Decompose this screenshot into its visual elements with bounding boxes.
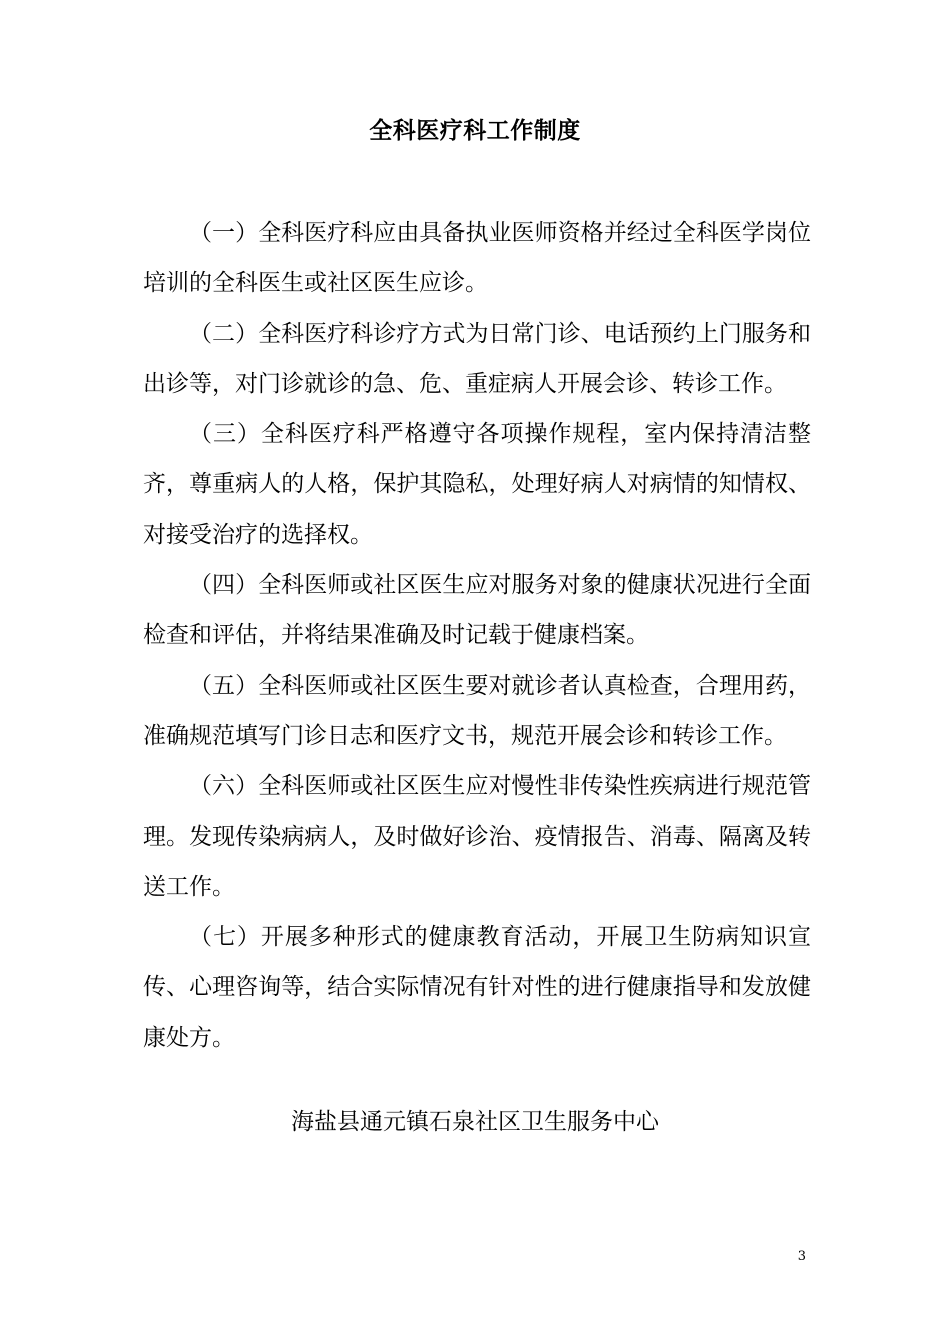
paragraph-4: （四）全科医师或社区医生应对服务对象的健康状况进行全面检查和评估，并将结果准确及时记载于健康档案。 [143, 572, 811, 649]
paragraph-2: （二）全科医疗科诊疗方式为日常门诊、电话预约上门服务和出诊等，对门诊就诊的急、危、重症病人开展会诊、转诊工作。 [143, 320, 811, 397]
paragraph-1: （一）全科医疗科应由具备执业医师资格并经过全科医学岗位培训的全科医生或社区医生应诊。 [143, 220, 811, 297]
paragraph-5: （五）全科医师或社区医生要对就诊者认真检查，合理用药，准确规范填写门诊日志和医疗文书，规范开展会诊和转诊工作。 [143, 672, 811, 749]
page-number: 3 [797, 1249, 806, 1264]
paragraph-7: （七）开展多种形式的健康教育活动，开展卫生防病知识宣传、心理咨询等，结合实际情况有针对性的进行健康指导和发放健康处方。 [143, 924, 811, 1051]
paragraph-3: （三）全科医疗科严格遵守各项操作规程，室内保持清洁整齐，尊重病人的人格，保护其隐私，处理好病人对病情的知情权、对接受治疗的选择权。 [143, 421, 811, 548]
organization-name: 海盐县通元镇石泉社区卫生服务中心 [291, 1109, 659, 1135]
document-body [143, 208, 811, 1063]
paragraph-6: （六）全科医师或社区医生应对慢性非传染性疾病进行规范管理。发现传染病病人，及时做好诊治、疫情报告、消毒、隔离及转送工作。 [143, 773, 811, 900]
document-title: 全科医疗科工作制度 [369, 118, 581, 144]
